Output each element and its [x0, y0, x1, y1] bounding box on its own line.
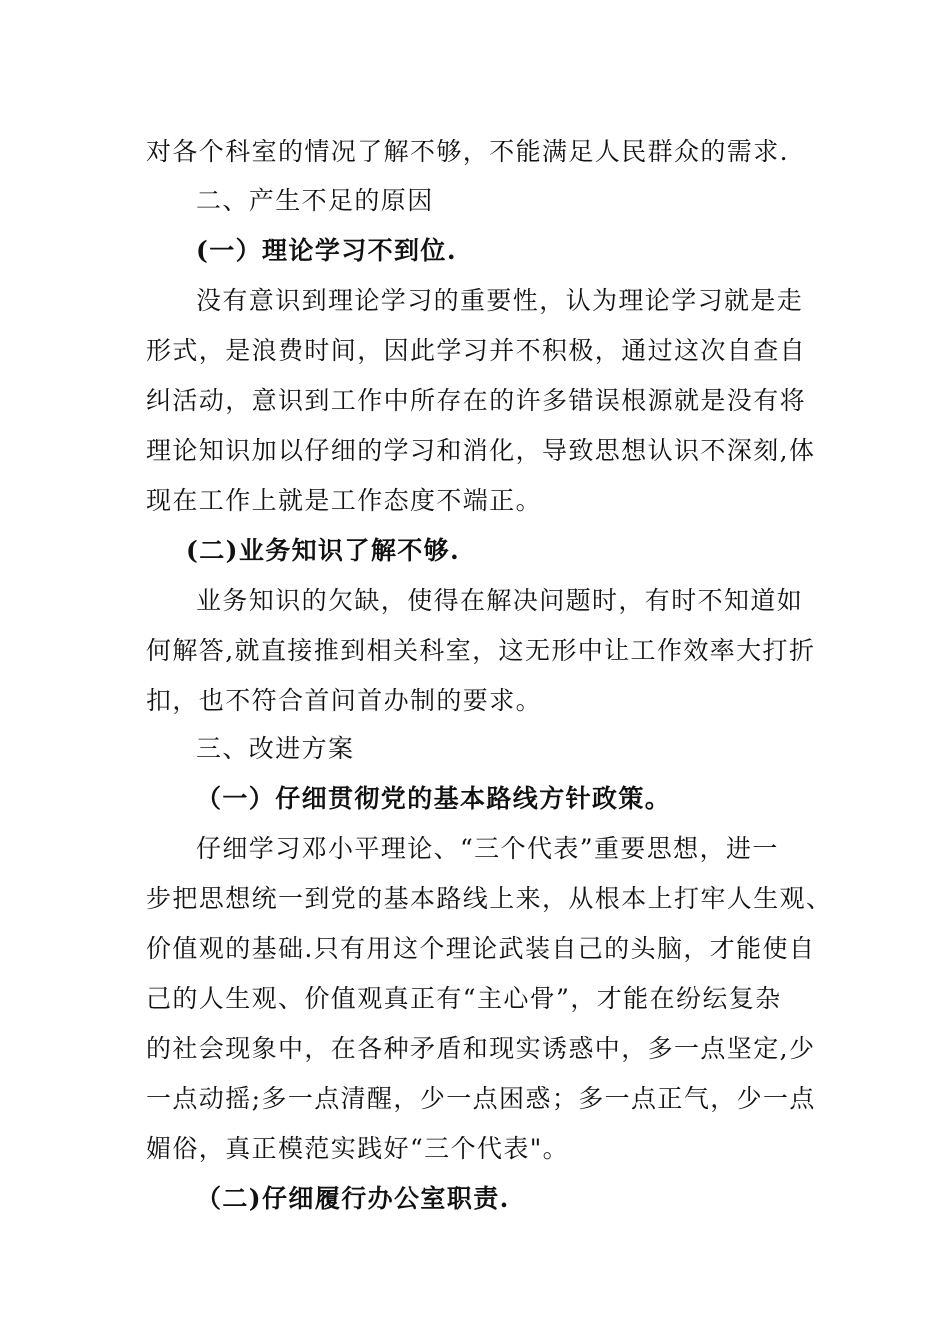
- section-heading-improvement: 三、改进方案: [196, 734, 355, 763]
- paragraph-line: 己的人生观、价值观真正有“主心骨”，才能在纷纭复杂: [146, 984, 782, 1013]
- paragraph-line: 仔细学习邓小平理论、“三个代表”重要思想，进一: [196, 834, 779, 863]
- subheading-theory-study: (一）理论学习不到位.: [196, 236, 457, 265]
- paragraph-line: 业务知识的欠缺，使得在解决问题时，有时不知道如: [196, 586, 804, 615]
- paragraph-line: 一点动摇;多一点清醒，少一点困惑；多一点正气，少一点: [146, 1084, 816, 1113]
- section-heading-causes: 二、产生不足的原因: [196, 186, 434, 215]
- paragraph-line: 的社会现象中，在各种矛盾和现实诱惑中，多一点坚定,少: [146, 1034, 816, 1063]
- subheading-business-knowledge: (二)业务知识了解不够.: [186, 536, 461, 565]
- subheading-party-line: （一）仔细贯彻党的基本路线方针政策。: [196, 784, 672, 813]
- paragraph-line: 没有意识到理论学习的重要性，认为理论学习就是走: [196, 286, 804, 315]
- paragraph-line: 形式，是浪费时间，因此学习并不积极，通过这次自查自: [146, 336, 807, 365]
- paragraph-line: 步把思想统一到党的基本路线上来，从根本上打牢人生观、: [146, 884, 833, 913]
- paragraph-line: 对各个科室的情况了解不够，不能满足人民群众的需求.: [146, 137, 789, 166]
- paragraph-line: 现在工作上就是工作态度不端正。: [146, 486, 543, 515]
- paragraph-line: 价值观的基础.只有用这个理论武装自己的头脑，才能使自: [146, 934, 816, 963]
- paragraph-line: 何解答,就直接推到相关科室，这无形中让工作效率大打折: [146, 636, 816, 665]
- paragraph-line: 纠活动，意识到工作中所存在的许多错误根源就是没有将: [146, 386, 807, 415]
- paragraph-line: 媚俗，真正模范实践好“三个代表"。: [146, 1134, 570, 1163]
- paragraph-line: 理论知识加以仔细的学习和消化，导致思想认识不深刻,体: [146, 436, 816, 465]
- paragraph-line: 扣，也不符合首问首办制的要求。: [146, 686, 543, 715]
- subheading-office-duties: （二)仔细履行办公室职责.: [196, 1184, 510, 1213]
